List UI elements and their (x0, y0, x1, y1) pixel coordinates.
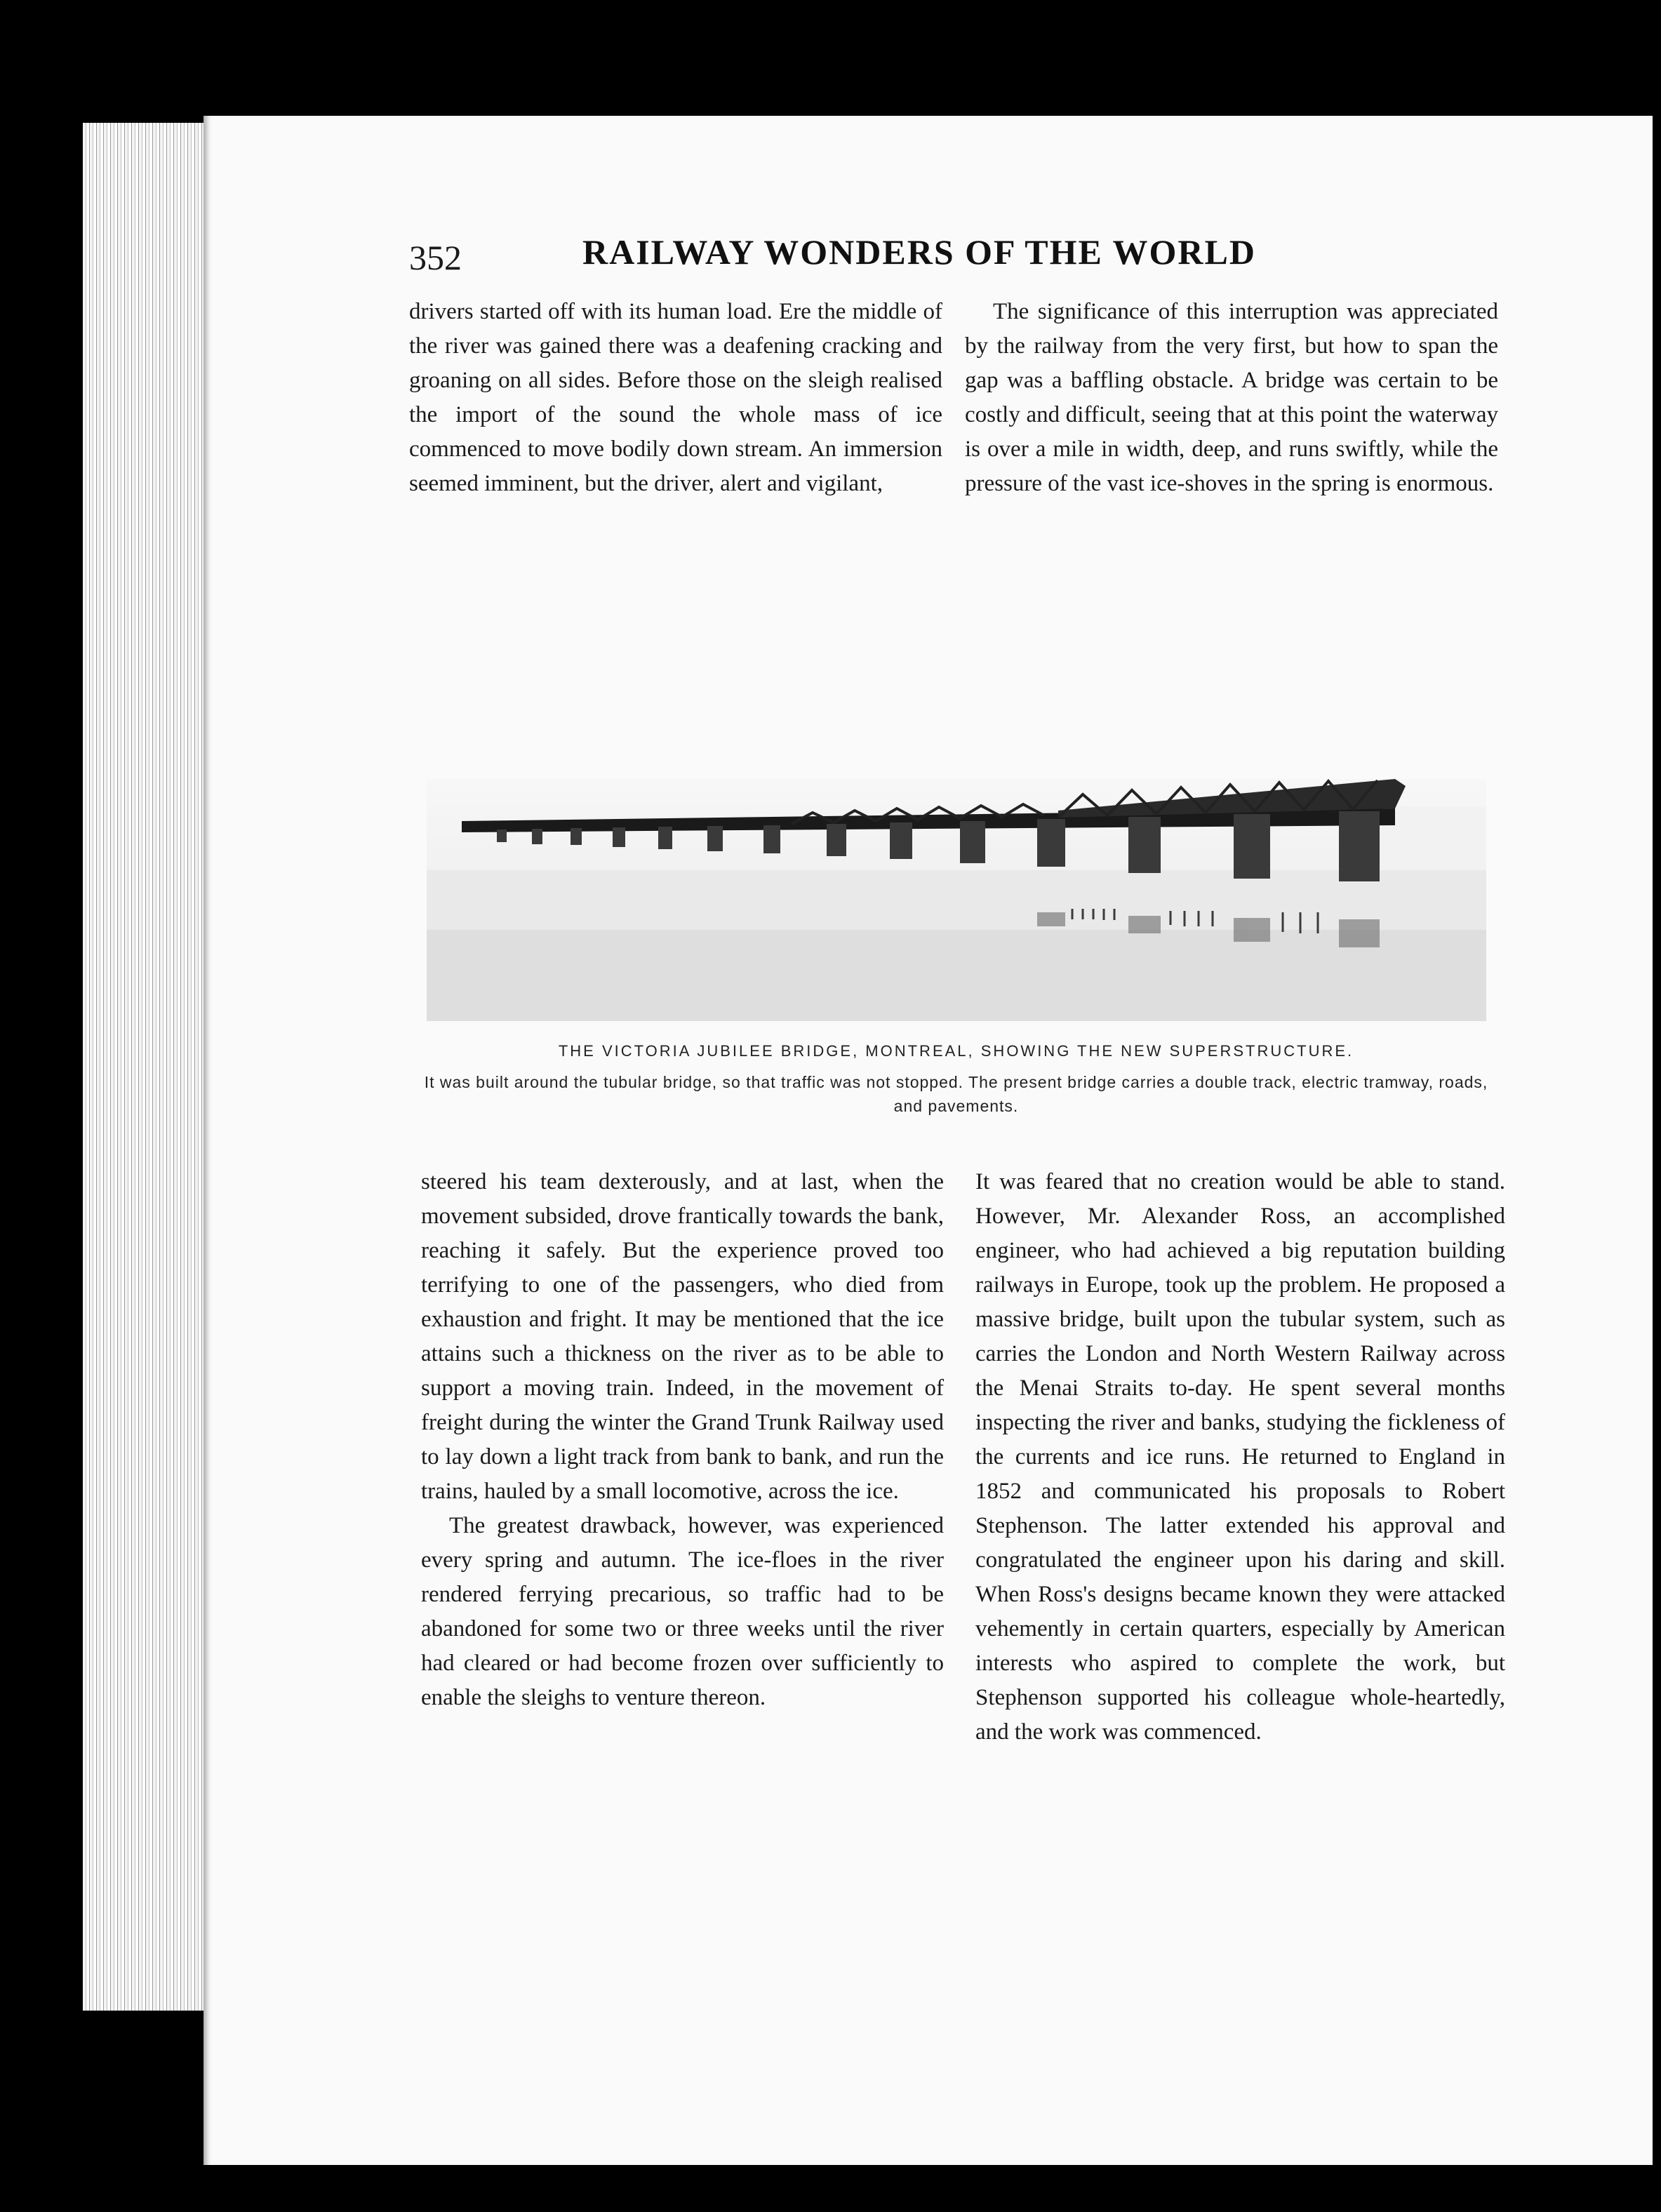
running-title: RAILWAY WONDERS OF THE WORLD (582, 232, 1256, 272)
text-column-bottom-left (421, 1165, 944, 1715)
text-column-bottom-right (975, 1165, 1505, 1750)
bridge-photograph (427, 779, 1486, 1021)
paragraph: The greatest drawback, however, was experienced every spring and autumn. The ice-floes in the river rendered ferrying precarious, so traffic had to be abandoned for some two or three weeks until the river had cleared or had become frozen over sufficiently to enable the sleighs to venture thereon. (421, 1513, 944, 1710)
figure-caption-text: It was built around the tubular bridge, so that traffic was not stopped. The present bridge carries a double track, electric tramway, roads, and pavements. (424, 1073, 1488, 1115)
paragraph: It was feared that no creation would be able to stand. However, Mr. Alexander Ross, an accomplished engineer, who had achieved a big reputation building railways in Europe, took up the problem. He proposed a massive bridge, built upon the tubular system, such as carries the London and North Western Railway across the Menai Straits to-day. He spent several months inspecting the river and banks, studying the fickleness of the currents and ice runs. He returned to England in 1852 and communicated his proposals to Robert Stephenson. The latter extended his approval and congratulated the engineer upon his daring and skill. When Ross's designs became known they were attacked vehemently in certain quarters, especially by American interests who aspired to complete the work, but Stephenson supported his colleague whole-heartedly, and the work was commenced. (975, 1169, 1505, 1745)
paragraph: drivers started off with its human load. Ere the middle of the river was gained there was a deafening cracking and groaning on all sides. Before those on the sleigh realised the import of the sound the whole mass of ice commenced to move bodily down stream. An immersion seemed imminent, but the driver, alert and vigilant, (409, 299, 942, 496)
text-column-top-left (409, 295, 942, 501)
text-column-top-right (965, 295, 1498, 501)
page-stack-edges (83, 123, 223, 2011)
figure-caption-title: THE VICTORIA JUBILEE BRIDGE, MONTREAL, SHOWING THE NEW SUPERSTRUCTURE. (558, 1042, 1354, 1060)
scan-border (1653, 0, 1661, 2212)
paragraph: steered his team dexterously, and at last, when the movement subsided, drove frantically towards the bank, reaching it safely. But the experience proved too terrifying to one of the passengers, who died from exhaustion and fright. It may be mentioned that the ice attains such a thickness on the river as to be able to support a moving train. Indeed, in the movement of freight during the winter the Grand Trunk Railway used to lay down a light track from bank to bank, and run the trains, hauled by a small locomotive, across the ice. (421, 1169, 944, 1504)
page-number: 352 (409, 238, 462, 277)
paragraph: The significance of this interruption was appreciated by the railway from the very first, but how to span the gap was a baffling obstacle. A bridge was certain to be costly and difficult, seeing that at this point the waterway is over a mile in width, deep, and runs swiftly, while the pressure of the vast ice-shoves in the spring is enormous. (965, 299, 1498, 496)
